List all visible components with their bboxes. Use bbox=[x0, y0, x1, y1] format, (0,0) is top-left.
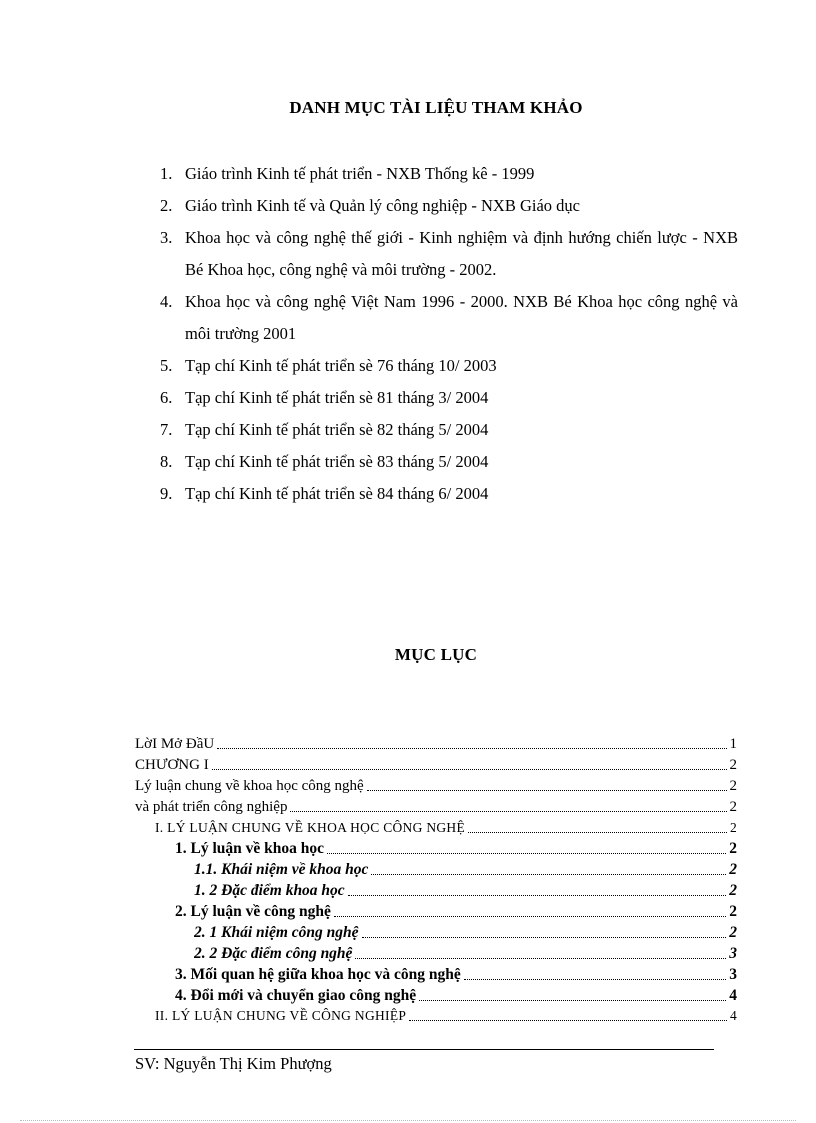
reference-item: 6. Tạp chí Kinh tế phát triển sè 81 tháng 3/ 2004 bbox=[160, 388, 489, 407]
toc-entry[interactable]: 1.1. Khái niệm về khoa học 2 bbox=[194, 861, 737, 878]
toc-entry[interactable]: 3. Mối quan hệ giữa khoa học và công nghệ 3 bbox=[175, 966, 737, 983]
toc-entry[interactable]: 1. 2 Đặc điểm khoa học 2 bbox=[194, 882, 737, 899]
dot-leader bbox=[419, 1000, 726, 1001]
dot-leader bbox=[217, 748, 726, 749]
dot-leader bbox=[468, 832, 727, 833]
dot-leader bbox=[409, 1020, 727, 1021]
toc-entry[interactable]: Lý luận chung về khoa học công nghệ 2 bbox=[135, 778, 737, 794]
toc-entry[interactable]: 2. 1 Khái niệm công nghệ 2 bbox=[194, 924, 737, 941]
dot-leader bbox=[334, 916, 726, 917]
toc-entry[interactable]: 4. Đổi mới và chuyển giao công nghệ 4 bbox=[175, 987, 737, 1004]
reference-item: 4. Khoa học và công nghệ Việt Nam 1996 - 2000. NXB Bé Khoa học công nghệ và môi trường 2001 bbox=[160, 292, 738, 343]
toc-entry[interactable]: CHƯƠNG I 2 bbox=[135, 757, 737, 773]
reference-item: 9. Tạp chí Kinh tế phát triển sè 84 tháng 6/ 2004 bbox=[160, 484, 489, 503]
toc-entry[interactable]: và phát triển công nghiệp 2 bbox=[135, 799, 737, 815]
toc-entry[interactable]: II. LÝ LUẬN CHUNG VỀ CÔNG NGHIỆP 4 bbox=[155, 1008, 737, 1023]
toc-entry[interactable]: 1. Lý luận về khoa học 2 bbox=[175, 840, 737, 857]
reference-item: 8. Tạp chí Kinh tế phát triển sè 83 tháng 5/ 2004 bbox=[160, 452, 489, 471]
reference-item: 2. Giáo trình Kinh tế và Quản lý công nghiệp - NXB Giáo dục bbox=[160, 196, 581, 215]
reference-item: 5. Tạp chí Kinh tế phát triển sè 76 tháng 10/ 2003 bbox=[160, 356, 497, 375]
reference-item: 3. Khoa học và công nghệ thế giới - Kinh nghiệm và định hướng chiến lược - NXB Bé Khoa học, công nghệ và môi trường - 2002. bbox=[160, 228, 738, 279]
toc-entry[interactable]: I. LÝ LUẬN CHUNG VỀ KHOA HỌC CÔNG NGHỆ 2 bbox=[155, 820, 737, 835]
dot-leader bbox=[327, 853, 726, 854]
dot-leader bbox=[290, 811, 726, 812]
footer-divider bbox=[134, 1049, 714, 1050]
toc-title: MỤC LỤC bbox=[394, 645, 478, 664]
dot-leader bbox=[212, 769, 727, 770]
dot-leader bbox=[348, 895, 727, 896]
dot-leader bbox=[464, 979, 726, 980]
dot-leader bbox=[371, 874, 726, 875]
dot-leader bbox=[355, 958, 726, 959]
reference-item: 1. Giáo trình Kinh tế phát triển - NXB Thống kê - 1999 bbox=[160, 164, 535, 183]
dot-leader bbox=[362, 937, 727, 938]
footer-author: SV: Nguyễn Thị Kim Phượng bbox=[135, 1054, 332, 1073]
reference-item: 7. Tạp chí Kinh tế phát triển sè 82 tháng 5/ 2004 bbox=[160, 420, 489, 439]
dot-leader bbox=[367, 790, 727, 791]
page-bottom-edge bbox=[20, 1120, 796, 1121]
toc-entry[interactable]: 2. 2 Đặc điểm công nghệ 3 bbox=[194, 945, 737, 962]
toc-entry[interactable]: LờI Mở ĐầU 1 bbox=[135, 736, 737, 752]
references-title: DANH MỤC TÀI LIỆU THAM KHẢO bbox=[289, 98, 583, 117]
toc-entry[interactable]: 2. Lý luận về công nghệ 2 bbox=[175, 903, 737, 920]
